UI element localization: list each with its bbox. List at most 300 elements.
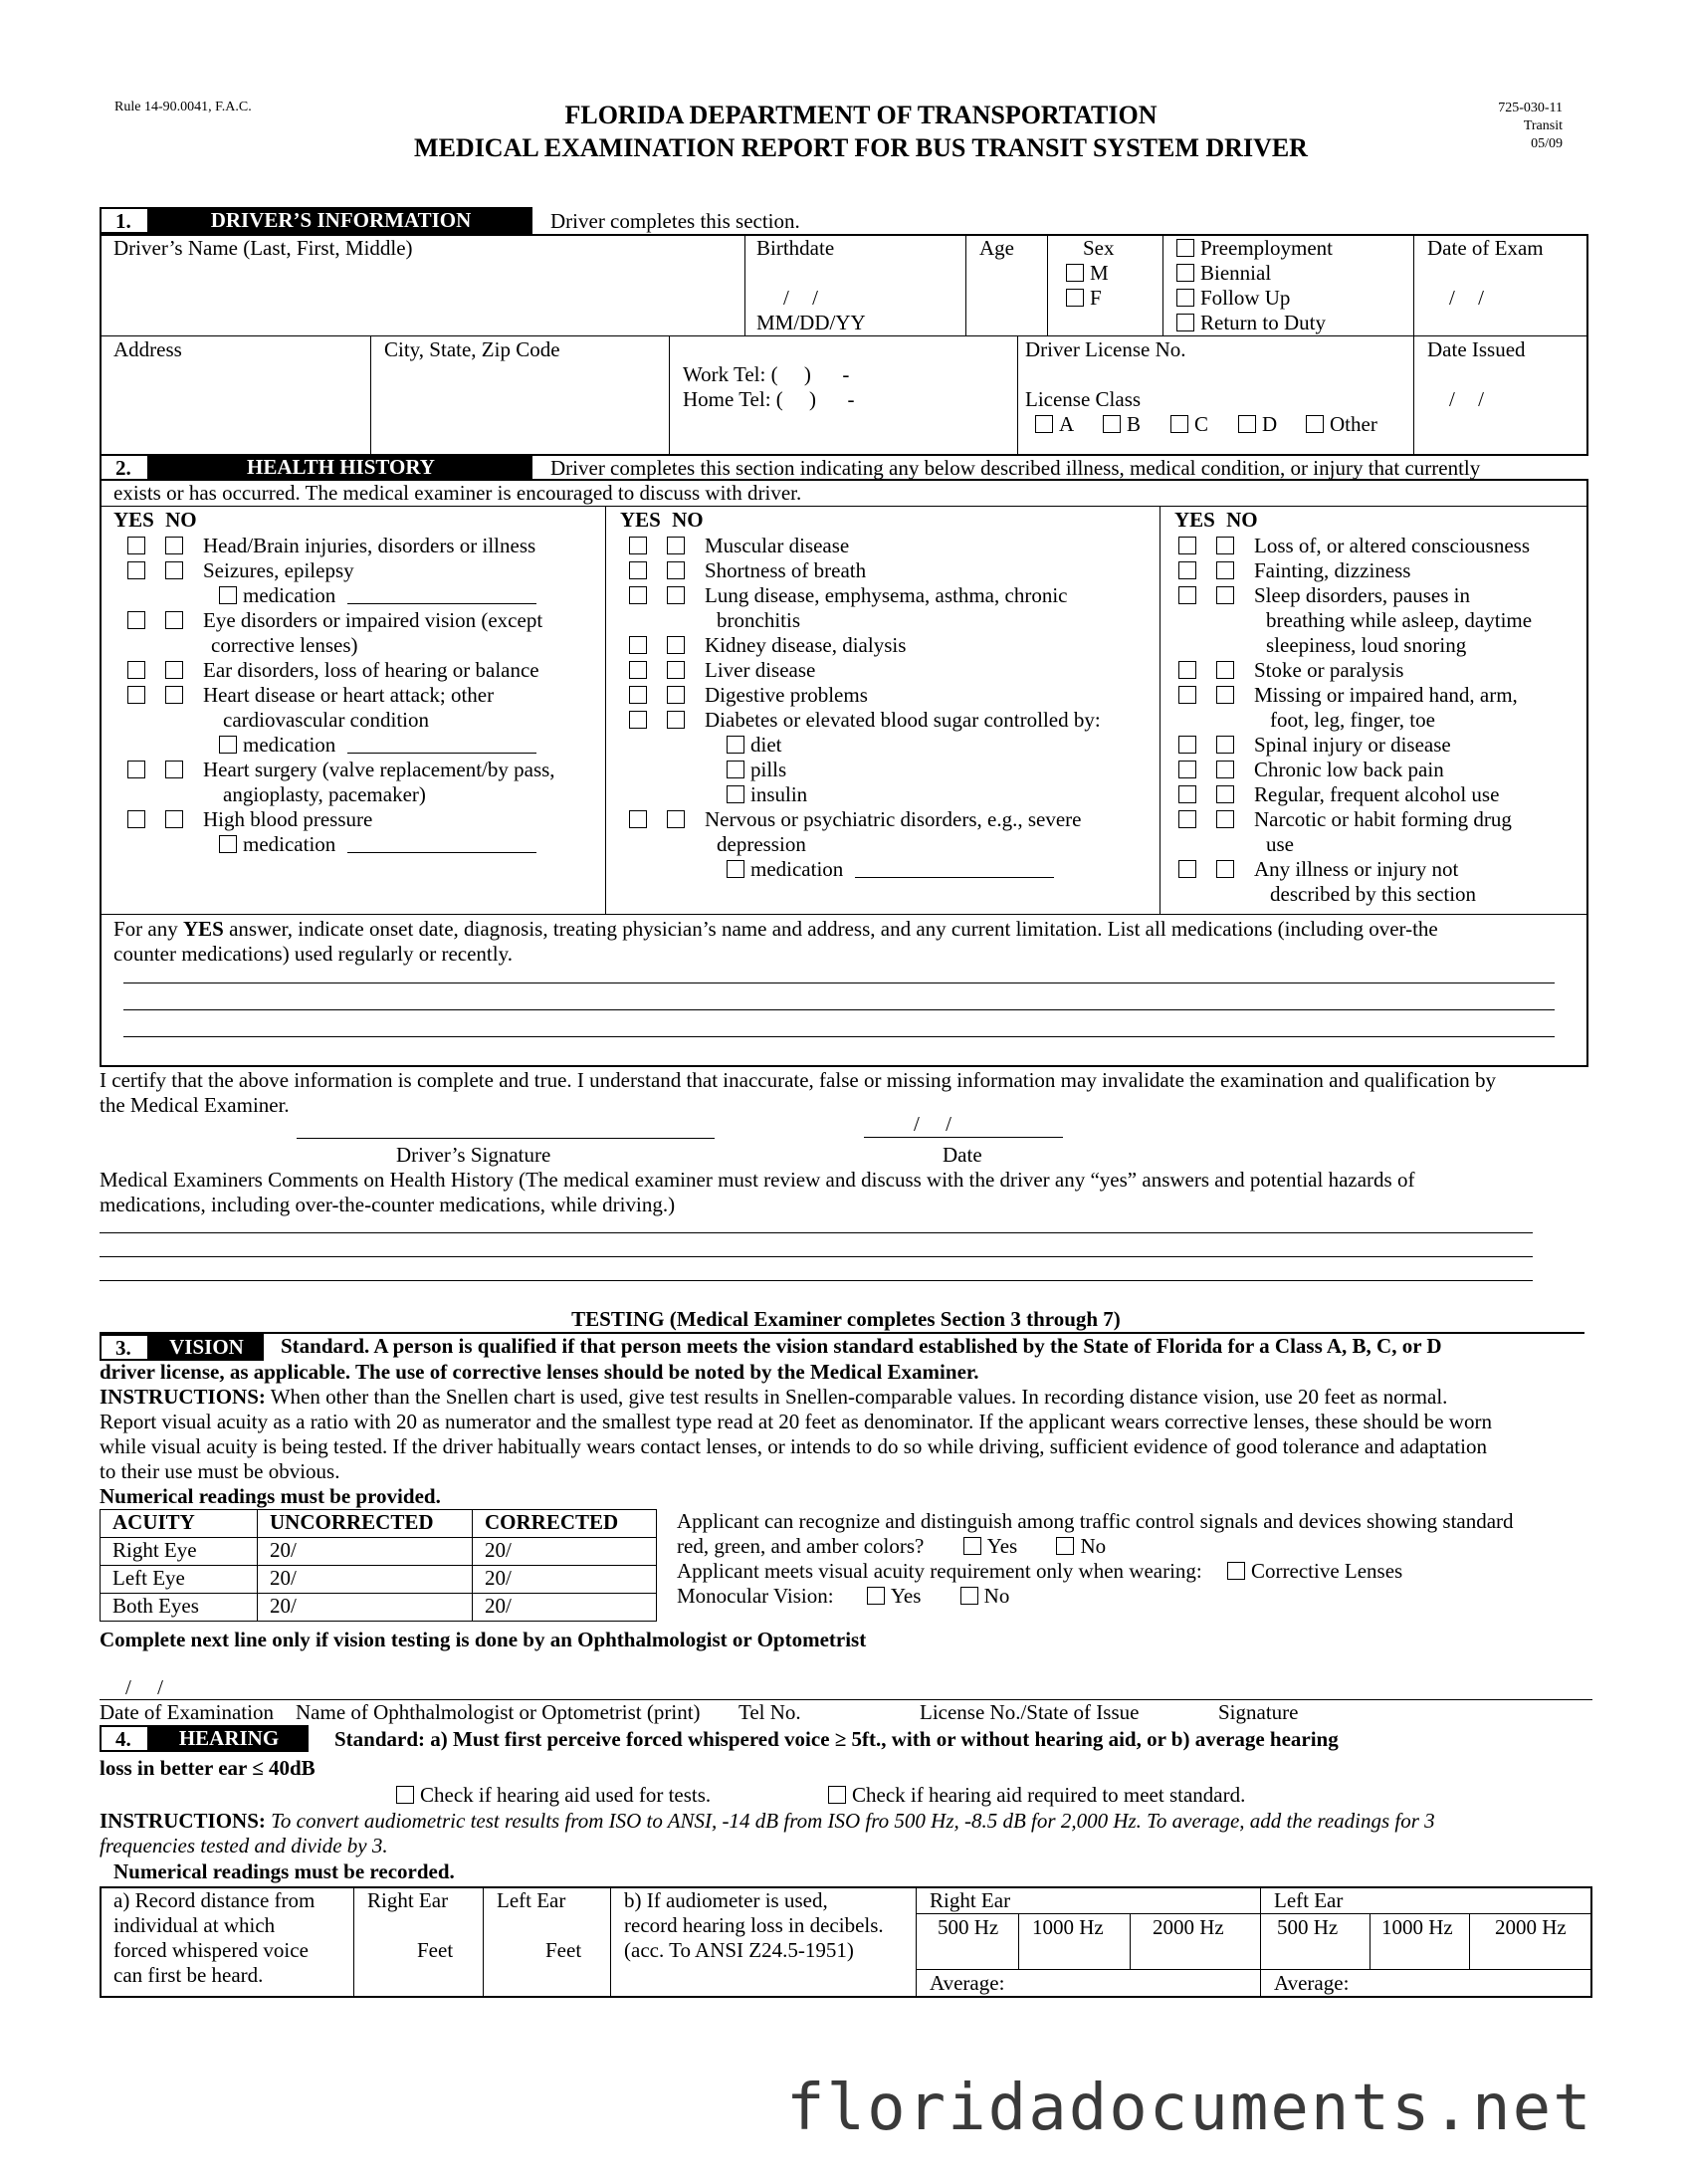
yes-checkbox[interactable]	[1178, 785, 1196, 803]
exam-type-label: Biennial	[1200, 261, 1272, 285]
explanation-line-3[interactable]	[123, 1036, 1555, 1037]
signature-date-label: Date	[943, 1143, 982, 1167]
divider	[1018, 1913, 1019, 1969]
work-tel[interactable]: Work Tel: ( ) -	[683, 362, 850, 386]
health-item-label: Shortness of breath	[705, 558, 867, 582]
no-checkbox[interactable]	[1216, 537, 1234, 554]
health-item-label: Nervous or psychiatric disorders, e.g., severe	[705, 807, 1082, 831]
divider	[669, 335, 670, 456]
no-checkbox[interactable]	[165, 561, 183, 579]
health-item-label: Seizures, epilepsy	[203, 558, 354, 582]
audiometer-left-ear-label: Left Ear	[1274, 1888, 1344, 1912]
form-number: 725-030-11	[1498, 101, 1563, 115]
no-checkbox[interactable]	[1216, 810, 1234, 828]
yes-checkbox[interactable]	[127, 611, 145, 629]
hearing-aid-used-label: Check if hearing aid used for tests.	[420, 1783, 712, 1807]
section4-number: 4.	[100, 1725, 149, 1752]
instructions-text: When other than the Snellen chart is used, give test results in Snellen-comparable values. In recording distance vision, use 20 feet as normal.	[265, 1385, 1448, 1409]
sex-m-label: M	[1090, 261, 1109, 285]
divider	[916, 1886, 917, 1998]
yes-checkbox[interactable]	[1178, 860, 1196, 878]
corrective-lenses-checkbox[interactable]	[1227, 1562, 1245, 1580]
uncorrected-value[interactable]: 20/	[258, 1594, 473, 1622]
divider	[744, 234, 745, 335]
health-item-digestive[interactable]	[629, 683, 868, 707]
no-checkbox[interactable]	[1216, 561, 1234, 579]
acuity-requirement-line	[677, 1559, 1402, 1583]
health-item-label-cont: angioplasty, pacemaker)	[223, 782, 426, 806]
no-checkbox[interactable]	[667, 636, 685, 654]
license-class-a[interactable]	[1035, 412, 1074, 436]
yes-header: YES	[620, 508, 661, 532]
no-checkbox[interactable]	[165, 611, 183, 629]
yes-header: YES	[1174, 508, 1215, 532]
color-question-line1: Applicant can recognize and distinguish among traffic control signals and devices showing standard	[677, 1509, 1514, 1533]
date-of-exam-label: Date of Exam	[1427, 236, 1544, 260]
divider	[965, 234, 966, 335]
yes-checkbox[interactable]	[127, 561, 145, 579]
no-checkbox[interactable]	[165, 686, 183, 704]
ophth-date-label: Date of Examination	[100, 1700, 274, 1724]
whisper-left-ear-label: Left Ear	[497, 1888, 566, 1912]
right-500hz[interactable]: 500 Hz	[938, 1915, 999, 1939]
health-item-head-brain[interactable]	[127, 534, 535, 557]
no-checkbox[interactable]	[667, 661, 685, 679]
health-item-label: Diabetes or elevated blood sugar controlled by:	[705, 708, 1101, 732]
pills-label: pills	[750, 758, 787, 781]
exam-type-biennial[interactable]	[1176, 261, 1271, 285]
no-checkbox[interactable]	[667, 586, 685, 604]
date-issued-label: Date Issued	[1427, 337, 1526, 361]
corrected-value[interactable]: 20/	[473, 1566, 657, 1594]
corrected-value[interactable]: 20/	[473, 1594, 657, 1622]
no-checkbox[interactable]	[667, 561, 685, 579]
vision-numerical-note: Numerical readings must be provided.	[100, 1484, 441, 1508]
hearing-standard-line2: loss in better ear ≤ 40dB	[100, 1756, 316, 1780]
comments-line-3[interactable]	[100, 1280, 1533, 1281]
checkbox[interactable]	[1306, 415, 1324, 433]
left-1000hz[interactable]: 1000 Hz	[1381, 1915, 1453, 1939]
yes-checkbox[interactable]	[629, 686, 647, 704]
instructions-label: INSTRUCTIONS:	[100, 1809, 266, 1833]
section2-title: HEALTH HISTORY	[149, 454, 532, 481]
ophthalmologist-note: Complete next line only if vision testing is done by an Ophthalmologist or Optometrist	[100, 1628, 867, 1651]
city-label: City, State, Zip Code	[384, 337, 560, 361]
acuity-row-left	[101, 1566, 657, 1594]
birthdate-slashes[interactable]: / /	[783, 286, 818, 310]
driver-signature-label: Driver’s Signature	[396, 1143, 551, 1167]
home-tel[interactable]: Home Tel: ( ) -	[683, 387, 855, 411]
yes-checkbox[interactable]	[127, 686, 145, 704]
color-yes-checkbox[interactable]	[963, 1537, 981, 1555]
license-class-option-label: B	[1127, 412, 1142, 436]
hearing-aid-required-option[interactable]	[828, 1783, 1245, 1807]
health-item-stroke[interactable]	[1178, 658, 1403, 682]
section3-number: 3.	[100, 1334, 149, 1361]
section2-instruction-line2: exists or has occurred. The medical examiner is encouraged to discuss with driver.	[113, 481, 802, 505]
right-average[interactable]: Average:	[930, 1971, 1005, 1995]
yes-checkbox[interactable]	[629, 586, 647, 604]
section1-title: DRIVER’S INFORMATION	[149, 207, 532, 234]
health-item-seizures[interactable]	[127, 558, 354, 582]
divider	[483, 1886, 484, 1998]
hearing-aid-required-checkbox[interactable]	[828, 1786, 846, 1804]
medication-label: medication	[243, 733, 336, 757]
yes-checkbox[interactable]	[1178, 810, 1196, 828]
audiometer-label-line: record hearing loss in decibels.	[624, 1913, 884, 1937]
sex-m-option[interactable]	[1066, 261, 1109, 285]
whisper-label-line: a) Record distance from	[113, 1888, 316, 1912]
health-item-label: Regular, frequent alcohol use	[1254, 782, 1500, 806]
health-item-label: Digestive problems	[705, 683, 868, 707]
divider	[100, 506, 1588, 507]
license-class-label: License Class	[1025, 387, 1142, 411]
yes-checkbox[interactable]	[1178, 661, 1196, 679]
yes-checkbox[interactable]	[127, 537, 145, 554]
col1-yes-no-header	[113, 508, 197, 532]
medication-blank[interactable]	[855, 860, 1054, 878]
whisper-right-ear-feet[interactable]: Feet	[417, 1938, 454, 1962]
right-2000hz[interactable]: 2000 Hz	[1153, 1915, 1224, 1939]
uncorrected-value[interactable]: 20/	[258, 1566, 473, 1594]
certification-line2: the Medical Examiner.	[100, 1093, 290, 1117]
health-item-heart-disease[interactable]	[127, 683, 494, 707]
whisper-label-line: can first be heard.	[113, 1963, 264, 1987]
health-item-alcohol[interactable]	[1178, 782, 1499, 806]
uncorrected-header: UNCORRECTED	[258, 1510, 473, 1538]
health-item-consciousness[interactable]	[1178, 534, 1530, 557]
health-item-nervous[interactable]	[629, 807, 1081, 831]
color-yes-option[interactable]	[963, 1534, 1018, 1558]
sex-label: Sex	[1083, 236, 1115, 260]
no-checkbox[interactable]	[1216, 785, 1234, 803]
audiometer-right-ear-label: Right Ear	[930, 1888, 1011, 1912]
health-item-label: Kidney disease, dialysis	[705, 633, 907, 657]
health-item-label: Ear disorders, loss of hearing or balance	[203, 658, 539, 682]
right-1000hz[interactable]: 1000 Hz	[1032, 1915, 1104, 1939]
acuity-table	[100, 1509, 657, 1622]
yes-checkbox[interactable]	[629, 561, 647, 579]
health-item-label: Stoke or paralysis	[1254, 658, 1404, 682]
acuity-eye-label: Left Eye	[101, 1566, 258, 1594]
no-checkbox[interactable]	[667, 537, 685, 554]
yes-checkbox[interactable]	[629, 711, 647, 729]
medication-label: medication	[750, 857, 844, 881]
diabetes-diet[interactable]	[727, 733, 782, 757]
health-item-liver[interactable]	[629, 658, 815, 682]
date-issued-slashes[interactable]: / /	[1449, 387, 1484, 411]
health-item-label-cont: bronchitis	[717, 608, 800, 632]
sex-f-option[interactable]	[1066, 286, 1102, 310]
yes-checkbox[interactable]	[629, 537, 647, 554]
diet-checkbox[interactable]	[727, 736, 744, 754]
blood-pressure-medication[interactable]	[219, 832, 536, 856]
form-title-line2: MEDICAL EXAMINATION REPORT FOR BUS TRANSIT SYSTEM DRIVER	[414, 132, 1308, 162]
color-question-line2	[677, 1534, 1106, 1558]
exam-type-preemployment[interactable]	[1176, 236, 1333, 260]
whisper-label-line: forced whispered voice	[113, 1938, 309, 1962]
health-item-label-cont: described by this section	[1270, 882, 1477, 906]
yes-note-line1: answer, indicate onset date, diagnosis, treating physician’s name and address, and any current limitation. List all medications (including over-the	[223, 917, 1438, 941]
divider	[1047, 234, 1048, 335]
audiometer-label-line: b) If audiometer is used,	[624, 1888, 828, 1912]
checkbox[interactable]	[1035, 415, 1053, 433]
divider	[1413, 234, 1414, 456]
divider	[1162, 234, 1163, 335]
monocular-yes-option[interactable]	[867, 1584, 922, 1608]
health-item-muscular[interactable]	[629, 534, 849, 557]
whisper-right-ear-label: Right Ear	[367, 1888, 449, 1912]
yes-checkbox[interactable]	[1178, 686, 1196, 704]
yes-checkbox[interactable]	[1178, 586, 1196, 604]
yes-checkbox[interactable]	[1178, 761, 1196, 778]
health-item-kidney[interactable]	[629, 633, 906, 657]
health-item-lung[interactable]	[629, 583, 1067, 607]
health-item-sleep[interactable]	[1178, 583, 1470, 607]
health-item-label-cont: cardiovascular condition	[223, 708, 430, 732]
health-item-blood-pressure[interactable]	[127, 807, 372, 831]
health-item-fainting[interactable]	[1178, 558, 1410, 582]
whisper-left-ear-feet[interactable]: Feet	[545, 1938, 582, 1962]
diabetes-insulin[interactable]	[727, 782, 807, 806]
vision-instructions-line3: while visual acuity is being tested. If the driver habitually wears contact lenses, or intends to do so while driving, sufficient evidence of good tolerance and adaptation	[100, 1434, 1487, 1458]
medication-label: medication	[243, 583, 336, 607]
yes-checkbox[interactable]	[629, 636, 647, 654]
hearing-aid-required-label: Check if hearing aid required to meet standard.	[852, 1783, 1246, 1807]
monocular-no-checkbox[interactable]	[960, 1587, 978, 1605]
left-2000hz[interactable]: 2000 Hz	[1495, 1915, 1567, 1939]
examiner-comments-line2: medications, including over-the-counter medications, while driving.)	[100, 1193, 676, 1216]
nervous-medication[interactable]	[727, 857, 1054, 881]
comments-line-1[interactable]	[100, 1232, 1533, 1233]
form-date: 05/09	[1531, 136, 1563, 152]
no-header: NO	[672, 508, 704, 532]
divider	[100, 914, 1588, 915]
health-item-label: Spinal injury or disease	[1254, 733, 1451, 757]
no-label: No	[983, 1584, 1010, 1608]
checkbox[interactable]	[1170, 415, 1188, 433]
health-item-label: Head/Brain injuries, disorders or illness	[203, 534, 536, 557]
explanation-line-2[interactable]	[123, 1009, 1555, 1010]
yes-note-line2: counter medications) used regularly or recently.	[113, 942, 513, 966]
health-item-heart-surgery[interactable]	[127, 758, 555, 781]
vision-standard-line1: Standard. A person is qualified if that person meets the vision standard established by the State of Florida for a Class A, B, C, or D	[281, 1334, 1442, 1358]
examiner-comments-line1: Medical Examiners Comments on Health History (The medical examiner must review and discuss with the driver any “yes” answers and potential hazards of	[100, 1168, 1415, 1192]
whisper-distance-label	[113, 1888, 315, 1988]
hearing-instructions-line1	[100, 1809, 1435, 1833]
sex-f-label: F	[1090, 286, 1102, 310]
health-item-label-cont: foot, leg, finger, toe	[1270, 708, 1435, 732]
vision-instructions-line4: to their use must be obvious.	[100, 1459, 340, 1483]
whisper-label-line: individual at which	[113, 1913, 276, 1937]
vision-instructions-line1	[100, 1385, 1447, 1409]
license-class-other[interactable]	[1306, 412, 1377, 436]
health-item-eye[interactable]	[127, 608, 542, 632]
age-label: Age	[979, 236, 1014, 260]
col3-yes-no-header	[1174, 508, 1258, 532]
divider	[1017, 335, 1018, 456]
health-item-back-pain[interactable]	[1178, 758, 1444, 781]
exam-type-follow-up[interactable]	[1176, 286, 1290, 310]
color-no-checkbox[interactable]	[1056, 1537, 1074, 1555]
medication-label: medication	[243, 832, 336, 856]
form-number-block	[1498, 100, 1563, 154]
exam-type-return-to-duty[interactable]	[1176, 311, 1326, 334]
yes-note-bold: YES	[183, 917, 224, 941]
no-checkbox[interactable]	[165, 810, 183, 828]
seizures-medication[interactable]	[219, 583, 536, 607]
no-checkbox[interactable]	[667, 711, 685, 729]
divider	[353, 1886, 354, 1998]
no-checkbox[interactable]	[1216, 761, 1234, 778]
no-checkbox[interactable]	[1216, 661, 1234, 679]
heart-medication[interactable]	[219, 733, 536, 757]
sex-m-checkbox[interactable]	[1066, 264, 1084, 282]
checkbox[interactable]	[1176, 289, 1194, 307]
no-checkbox[interactable]	[667, 810, 685, 828]
no-checkbox[interactable]	[165, 761, 183, 778]
health-item-missing-limb[interactable]	[1178, 683, 1518, 707]
no-checkbox[interactable]	[1216, 860, 1234, 878]
health-item-label: Narcotic or habit forming drug	[1254, 807, 1512, 831]
monocular-no-option[interactable]	[960, 1584, 1010, 1608]
corrective-lenses-option[interactable]	[1227, 1559, 1402, 1583]
health-item-label-cont: sleepiness, loud snoring	[1266, 633, 1467, 657]
audiometer-label-line: (acc. To ANSI Z24.5-1951)	[624, 1938, 854, 1962]
health-item-label: Sleep disorders, pauses in	[1254, 583, 1470, 607]
yes-checkbox[interactable]	[1178, 561, 1196, 579]
health-item-label-cont: corrective lenses)	[211, 633, 358, 657]
checkbox[interactable]	[1176, 314, 1194, 331]
testing-heading: TESTING (Medical Examiner completes Section 3 through 7)	[571, 1307, 1121, 1331]
no-checkbox[interactable]	[1216, 686, 1234, 704]
yes-checkbox[interactable]	[629, 661, 647, 679]
monocular-line	[677, 1584, 1009, 1608]
hearing-standard-line1: Standard: a) Must first perceive forced whispered voice ≥ 5ft., with or without hearing aid, or b) average hearing	[334, 1727, 1339, 1751]
signature-date-slashes: / /	[914, 1112, 951, 1136]
medication-blank[interactable]	[347, 835, 536, 853]
driver-signature-line[interactable]	[297, 1138, 715, 1139]
date-of-exam-slashes[interactable]: / /	[1449, 286, 1484, 310]
insulin-label: insulin	[750, 782, 808, 806]
no-checkbox[interactable]	[1216, 736, 1234, 754]
license-class-b[interactable]	[1103, 412, 1141, 436]
insulin-checkbox[interactable]	[727, 785, 744, 803]
driver-name-label: Driver’s Name (Last, First, Middle)	[113, 236, 413, 260]
yes-checkbox[interactable]	[127, 661, 145, 679]
yes-checkbox[interactable]	[127, 810, 145, 828]
medication-checkbox[interactable]	[219, 586, 237, 604]
yes-checkbox[interactable]	[629, 810, 647, 828]
vision-standard-line2: driver license, as applicable. The use of corrective lenses should be noted by the Medical Examiner.	[100, 1360, 979, 1384]
medication-blank[interactable]	[347, 736, 536, 754]
acuity-header-row	[101, 1510, 657, 1538]
exam-type-label: Preemployment	[1200, 236, 1333, 260]
health-item-ear[interactable]	[127, 658, 539, 682]
yes-checkbox[interactable]	[127, 761, 145, 778]
health-item-label: Heart surgery (valve replacement/by pass,	[203, 758, 555, 781]
color-question-text: red, green, and amber colors?	[677, 1534, 925, 1558]
section1-instruction: Driver completes this section.	[550, 209, 800, 233]
instructions-text: To convert audiometric test results from ISO to ANSI, -14 dB from ISO fro 500 Hz, -8.5 dB for 2,000 Hz. To average, add the readings for 3	[265, 1809, 1435, 1833]
audiometer-label	[624, 1888, 884, 1963]
checkbox[interactable]	[1103, 415, 1121, 433]
hearing-numerical-note: Numerical readings must be recorded.	[113, 1859, 455, 1883]
signature-date-line[interactable]	[864, 1137, 1063, 1138]
checkbox[interactable]	[1176, 239, 1194, 257]
yes-note-prefix: For any	[113, 917, 183, 941]
health-item-breath[interactable]	[629, 558, 866, 582]
medication-blank[interactable]	[347, 586, 536, 604]
yes-checkbox[interactable]	[1178, 537, 1196, 554]
section2-number: 2.	[100, 454, 149, 481]
medication-checkbox[interactable]	[727, 860, 744, 878]
checkbox[interactable]	[1176, 264, 1194, 282]
no-checkbox[interactable]	[1216, 586, 1234, 604]
uncorrected-value[interactable]: 20/	[258, 1538, 473, 1566]
driver-name-field[interactable]	[109, 261, 737, 332]
no-checkbox[interactable]	[667, 686, 685, 704]
acuity-requirement-text: Applicant meets visual acuity requirement only when wearing:	[677, 1559, 1202, 1583]
medication-checkbox[interactable]	[219, 835, 237, 853]
birthdate-label: Birthdate	[756, 236, 835, 260]
ophth-date-slashes[interactable]: / /	[125, 1675, 163, 1699]
exam-type-label: Follow Up	[1200, 286, 1291, 310]
medication-checkbox[interactable]	[219, 736, 237, 754]
sex-f-checkbox[interactable]	[1066, 289, 1084, 307]
health-item-label: Any illness or injury not	[1254, 857, 1459, 881]
color-no-option[interactable]	[1056, 1534, 1106, 1558]
health-item-spinal[interactable]	[1178, 733, 1451, 757]
no-label: No	[1080, 1534, 1107, 1558]
divider	[605, 506, 606, 914]
certification-line1: I certify that the above information is complete and true. I understand that inaccurate, false or missing information may invalidate the examination and qualification by	[100, 1068, 1497, 1092]
no-checkbox[interactable]	[165, 537, 183, 554]
hearing-instructions-line2: frequencies tested and divide by 3.	[100, 1834, 388, 1857]
corrected-value[interactable]: 20/	[473, 1538, 657, 1566]
instructions-label: INSTRUCTIONS:	[100, 1385, 266, 1409]
left-500hz[interactable]: 500 Hz	[1277, 1915, 1339, 1939]
corrective-lenses-label: Corrective Lenses	[1251, 1559, 1403, 1583]
ophth-license-label: License No./State of Issue	[920, 1700, 1140, 1724]
divider	[916, 1969, 1592, 1970]
hearing-aid-used-option[interactable]	[396, 1783, 711, 1807]
monocular-label: Monocular Vision:	[677, 1584, 834, 1608]
diabetes-pills[interactable]	[727, 758, 786, 781]
license-class-d[interactable]	[1238, 412, 1277, 436]
comments-line-2[interactable]	[100, 1256, 1533, 1257]
health-item-other-illness[interactable]	[1178, 857, 1458, 881]
no-header: NO	[1226, 508, 1258, 532]
health-item-diabetes[interactable]	[629, 708, 1101, 732]
health-item-narcotic[interactable]	[1178, 807, 1512, 831]
license-class-c[interactable]	[1170, 412, 1208, 436]
site-watermark: floridadocuments.net	[786, 2072, 1593, 2145]
hearing-aid-used-checkbox[interactable]	[396, 1786, 414, 1804]
driver-info-divider	[100, 335, 1588, 336]
acuity-eye-label: Both Eyes	[101, 1594, 258, 1622]
yes-checkbox[interactable]	[1178, 736, 1196, 754]
license-class-option-label: D	[1262, 412, 1278, 436]
health-item-label-cont: depression	[717, 832, 806, 856]
checkbox[interactable]	[1238, 415, 1256, 433]
monocular-yes-checkbox[interactable]	[867, 1587, 885, 1605]
left-average[interactable]: Average:	[1274, 1971, 1350, 1995]
ophth-signature-label: Signature	[1218, 1700, 1299, 1724]
health-item-label: Loss of, or altered consciousness	[1254, 534, 1531, 557]
pills-checkbox[interactable]	[727, 761, 744, 778]
no-checkbox[interactable]	[165, 661, 183, 679]
